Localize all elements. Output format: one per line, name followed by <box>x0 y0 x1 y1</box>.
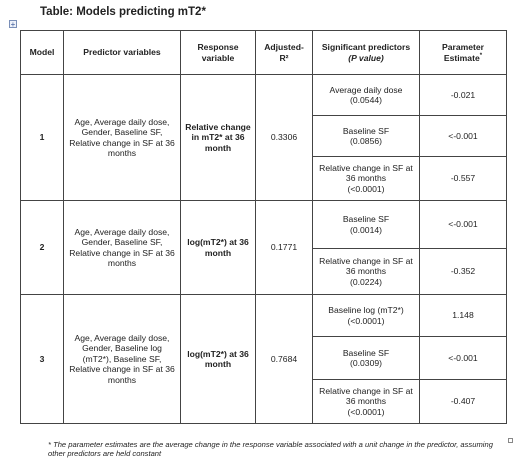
table-title: Table: Models predicting mT2* <box>40 6 206 18</box>
predictor-name: Relative change in SF at 36 months <box>319 255 413 277</box>
p-value: (0.0014) <box>349 224 382 235</box>
significant-predictor <box>313 75 420 116</box>
p-value: (0.0224) <box>349 276 382 287</box>
col-header-predictors: Predictor variables <box>64 31 181 75</box>
sig-p-label: (P value) <box>348 52 384 63</box>
predictor-name: Baseline SF <box>342 347 390 358</box>
estimate-asterisk: * <box>479 52 483 59</box>
move-handle-icon[interactable]: + <box>10 20 16 29</box>
significant-predictor <box>313 116 420 157</box>
predictor-variables: Age, Average daily dose, Gender, Baseline SF, Relative change in SF at 36 months <box>64 201 181 295</box>
p-value: (<0.0001) <box>347 315 385 326</box>
model-number: 3 <box>21 295 64 424</box>
response-variable: log(mT2*) at 36 month <box>181 201 256 295</box>
significant-predictor <box>313 157 420 201</box>
estimate-label: Parameter Estimate <box>441 42 485 63</box>
p-value: (0.0856) <box>349 136 382 146</box>
table-row <box>21 295 507 337</box>
parameter-estimate: <-0.001 <box>420 337 507 380</box>
predictor-name: Baseline SF <box>342 125 390 136</box>
model-number: 2 <box>21 201 64 295</box>
predictor-variables: Age, Average daily dose, Gender, Baseline SF, Relative change in SF at 36 months <box>64 75 181 201</box>
predictor-name: Baseline log (mT2*) <box>328 305 404 316</box>
significant-predictor <box>313 201 420 249</box>
significant-predictor <box>313 295 420 337</box>
p-value: (<0.0001) <box>347 406 385 417</box>
col-header-significant <box>313 31 420 75</box>
table-row <box>21 75 507 116</box>
model-number: 1 <box>21 75 64 201</box>
col-header-model: Model <box>21 31 64 75</box>
resize-handle-icon[interactable] <box>508 438 513 443</box>
response-variable: log(mT2*) at 36 month <box>181 295 256 424</box>
table-header-row <box>21 31 507 75</box>
parameter-estimate: -0.557 <box>420 157 507 201</box>
sig-label: Significant predictors <box>321 42 411 53</box>
predictor-variables: Age, Average daily dose, Gender, Baseline log (mT2*), Baseline SF, Relative change in SF at 36 months <box>64 295 181 424</box>
predictor-name: Relative change in SF at 36 months <box>319 162 413 184</box>
models-table <box>20 30 507 424</box>
col-header-adj-r2 <box>256 31 313 75</box>
parameter-estimate: -0.352 <box>420 249 507 295</box>
p-value: (0.0544) <box>349 95 382 105</box>
p-value: (<0.0001) <box>347 183 385 194</box>
significant-predictor <box>313 249 420 295</box>
adjusted-r2: 0.1771 <box>256 201 313 295</box>
adj-r2-label: Adjusted- <box>264 42 304 53</box>
adjusted-r2: 0.7684 <box>256 295 313 424</box>
significant-predictor <box>313 337 420 380</box>
p-value: (0.0309) <box>349 358 382 368</box>
col-header-estimate <box>420 31 507 75</box>
table-footnote: * The parameter estimates are the average change in the response variable associated with a unit change in the predictor, assuming other predictors are held constant <box>48 440 493 459</box>
parameter-estimate: 1.148 <box>420 295 507 337</box>
parameter-estimate: <-0.001 <box>420 116 507 157</box>
table-row <box>21 201 507 249</box>
predictor-name: Relative change in SF at 36 months <box>319 385 413 407</box>
parameter-estimate: <-0.001 <box>420 201 507 249</box>
col-header-response: Response variable <box>181 31 256 75</box>
response-variable: Relative change in mT2* at 36 month <box>181 75 256 201</box>
parameter-estimate: -0.021 <box>420 75 507 116</box>
predictor-name: Average daily dose <box>329 84 403 95</box>
predictor-name: Baseline SF <box>342 214 390 225</box>
adjusted-r2: 0.3306 <box>256 75 313 201</box>
adj-r2-symbol: R² <box>279 52 289 63</box>
parameter-estimate: -0.407 <box>420 380 507 424</box>
significant-predictor <box>313 380 420 424</box>
